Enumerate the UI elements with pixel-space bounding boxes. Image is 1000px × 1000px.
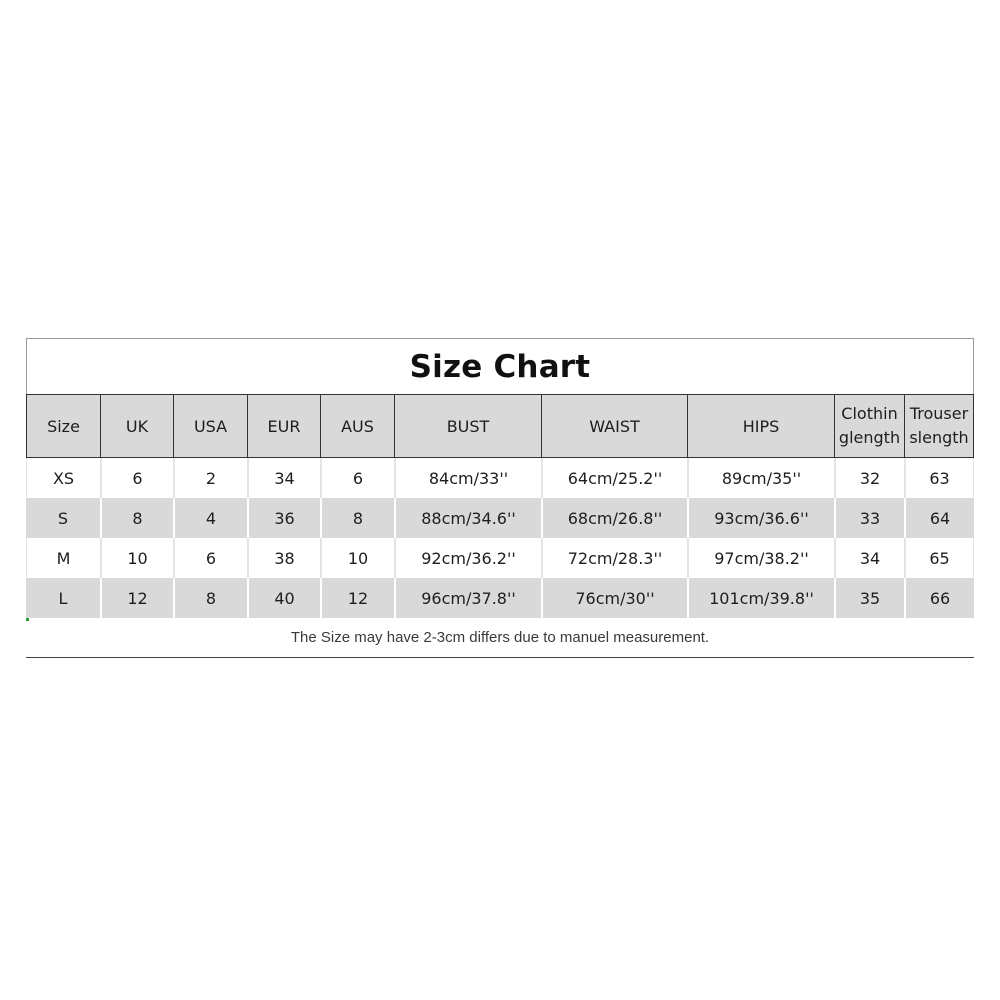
table-cell: 40 [247, 578, 320, 618]
table-cell: 76cm/30'' [541, 578, 687, 618]
table-cell: 63 [904, 458, 974, 498]
table-cell: M [26, 538, 100, 578]
table-cell: 72cm/28.3'' [541, 538, 687, 578]
col-header-aus: AUS [320, 394, 394, 458]
table-cell: 68cm/26.8'' [541, 498, 687, 538]
chart-title: Size Chart [409, 348, 591, 385]
table-cell: 33 [834, 498, 904, 538]
table-cell: 35 [834, 578, 904, 618]
size-chart [26, 338, 974, 658]
table-row [26, 578, 974, 618]
table-cell: S [26, 498, 100, 538]
table-row [26, 498, 974, 538]
table-cell: 88cm/34.6'' [394, 498, 541, 538]
clothing-length-line-1: Clothin [841, 404, 898, 423]
table-cell: 12 [320, 578, 394, 618]
col-header-uk: UK [100, 394, 173, 458]
table-cell: 6 [100, 458, 173, 498]
col-header-usa: USA [173, 394, 247, 458]
table-cell: 89cm/35'' [687, 458, 834, 498]
measurement-note: The Size may have 2-3cm differs due to manuel measurement. [26, 618, 974, 658]
header-row [26, 394, 974, 458]
size-table [26, 394, 974, 618]
col-header-size: Size [26, 394, 100, 458]
table-cell: 32 [834, 458, 904, 498]
table-cell: 34 [247, 458, 320, 498]
table-cell: 8 [173, 578, 247, 618]
col-header-bust: BUST [394, 394, 541, 458]
table-cell: 34 [834, 538, 904, 578]
col-header-eur: EUR [247, 394, 320, 458]
table-cell: 97cm/38.2'' [687, 538, 834, 578]
table-cell: L [26, 578, 100, 618]
table-row [26, 538, 974, 578]
table-cell: 96cm/37.8'' [394, 578, 541, 618]
title-bar [26, 338, 974, 394]
green-corner-mark [26, 618, 29, 621]
table-cell: 93cm/36.6'' [687, 498, 834, 538]
table-cell: 65 [904, 538, 974, 578]
table-cell: 6 [173, 538, 247, 578]
table-cell: 101cm/39.8'' [687, 578, 834, 618]
table-cell: 92cm/36.2'' [394, 538, 541, 578]
table-cell: 84cm/33'' [394, 458, 541, 498]
table-cell: XS [26, 458, 100, 498]
table-cell: 4 [173, 498, 247, 538]
trouser-length-line-1: Trouser [909, 404, 969, 423]
table-cell: 8 [320, 498, 394, 538]
table-row [26, 458, 974, 498]
col-header-hips: HIPS [687, 394, 834, 458]
col-header-trouser-length [904, 394, 974, 458]
clothing-length-line-2: glength [838, 428, 901, 447]
trouser-length-line-2: slength [909, 428, 969, 447]
table-cell: 2 [173, 458, 247, 498]
table-cell: 38 [247, 538, 320, 578]
table-cell: 8 [100, 498, 173, 538]
table-cell: 66 [904, 578, 974, 618]
table-cell: 36 [247, 498, 320, 538]
table-cell: 12 [100, 578, 173, 618]
table-cell: 64 [904, 498, 974, 538]
table-cell: 10 [320, 538, 394, 578]
col-header-waist: WAIST [541, 394, 687, 458]
table-cell: 64cm/25.2'' [541, 458, 687, 498]
col-header-clothing-length [834, 394, 904, 458]
table-cell: 6 [320, 458, 394, 498]
table-cell: 10 [100, 538, 173, 578]
